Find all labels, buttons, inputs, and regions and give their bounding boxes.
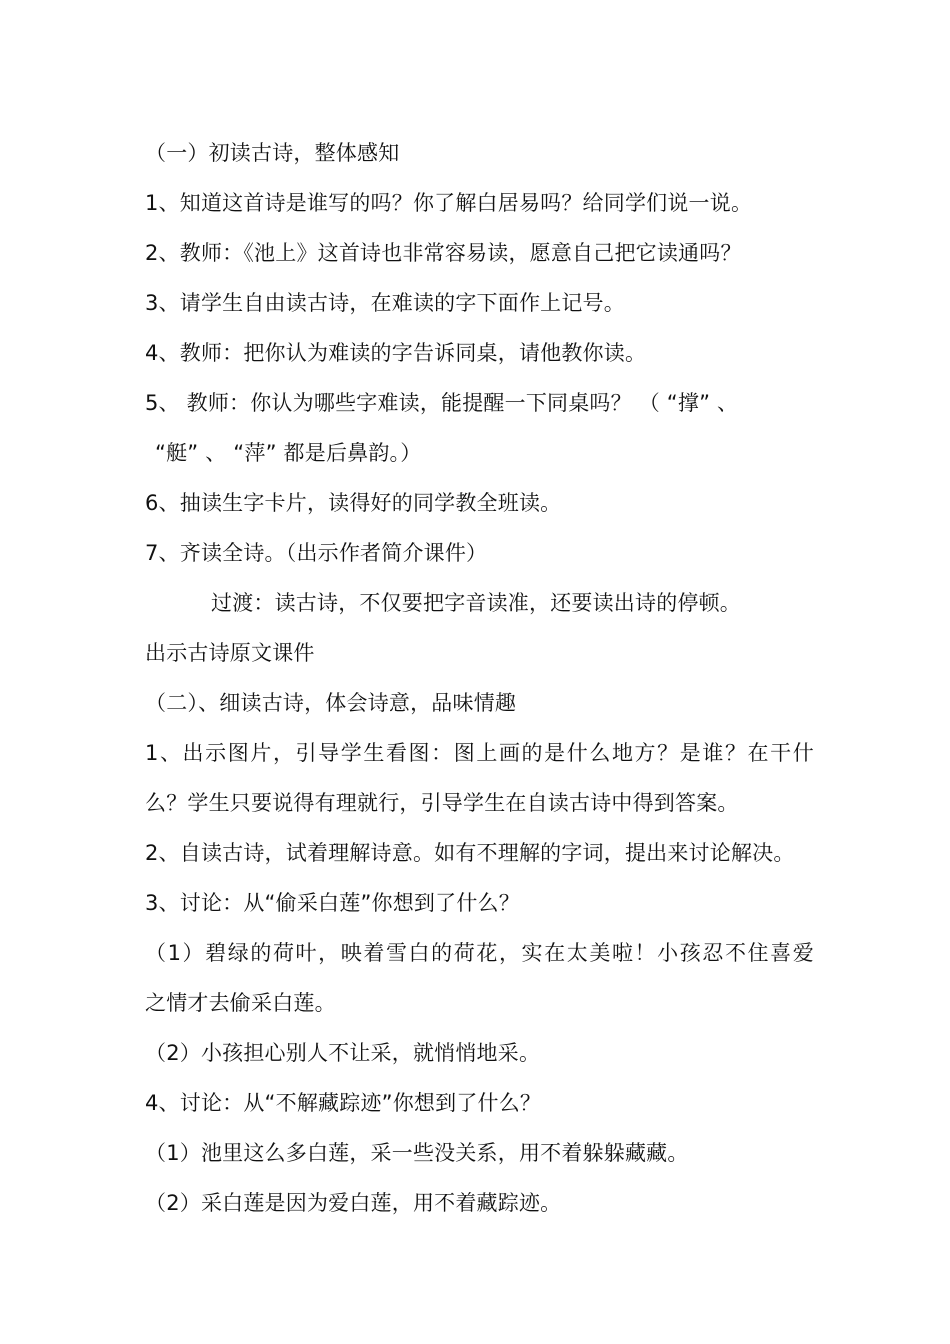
paragraph-line: 4、教师：把你认为难读的字告诉同桌，请他教你读。 xyxy=(145,341,647,365)
paragraph-line: （1）池里这么多白莲，采一些没关系，用不着躲躲藏藏。 xyxy=(145,1141,689,1165)
paragraph-line: 6、抽读生字卡片，读得好的同学教全班读。 xyxy=(145,491,562,515)
section-heading-1: （一）初读古诗，整体感知 xyxy=(145,141,400,165)
transition-line: 过渡：读古诗，不仅要把字音读准，还要读出诗的停顿。 xyxy=(211,591,741,615)
paragraph-line: 么？学生只要说得有理就行，引导学生在自读古诗中得到答案。 xyxy=(145,791,739,815)
paragraph-line: 2、教师：《池上》这首诗也非常容易读，愿意自己把它读通吗？ xyxy=(145,241,742,265)
paragraph-line: 1、知道这首诗是谁写的吗？你了解白居易吗？给同学们说一说。 xyxy=(145,191,753,215)
paragraph-line: 出示古诗原文课件 xyxy=(145,641,315,665)
paragraph-line: 1、出示图片，引导学生看图：图上画的是什么地方？是谁？在干什 xyxy=(145,741,816,765)
paragraph-line: 之情才去偷采白莲。 xyxy=(145,991,336,1015)
paragraph-line: 4、讨论：从“不解藏踪迹”你想到了什么？ xyxy=(145,1091,542,1115)
section-heading-2: （二）、细读古诗，体会诗意，品味情趣 xyxy=(145,691,517,715)
paragraph-line: 2、自读古诗，试着理解诗意。如有不理解的字词，提出来讨论解决。 xyxy=(145,841,795,865)
document-body xyxy=(145,128,835,1228)
paragraph-line: 5、 教师：你认为哪些字难读，能提醒一下同桌吗？ （ “撑” 、 xyxy=(145,391,739,415)
paragraph-line: “艇” 、 “萍” 都是后鼻韵。） xyxy=(155,441,422,465)
paragraph-line: 3、请学生自由读古诗，在难读的字下面作上记号。 xyxy=(145,291,625,315)
paragraph-line: （2）小孩担心别人不让采，就悄悄地采。 xyxy=(145,1041,541,1065)
paragraph-line: （2）采白莲是因为爱白莲，用不着藏踪迹。 xyxy=(145,1191,562,1215)
paragraph-line: 7、齐读全诗。（出示作者简介课件） xyxy=(145,541,488,565)
paragraph-line: （1）碧绿的荷叶，映着雪白的荷花，实在太美啦！小孩忍不住喜爱 xyxy=(145,941,816,965)
paragraph-line: 3、讨论：从“偷采白莲”你想到了什么？ xyxy=(145,891,520,915)
